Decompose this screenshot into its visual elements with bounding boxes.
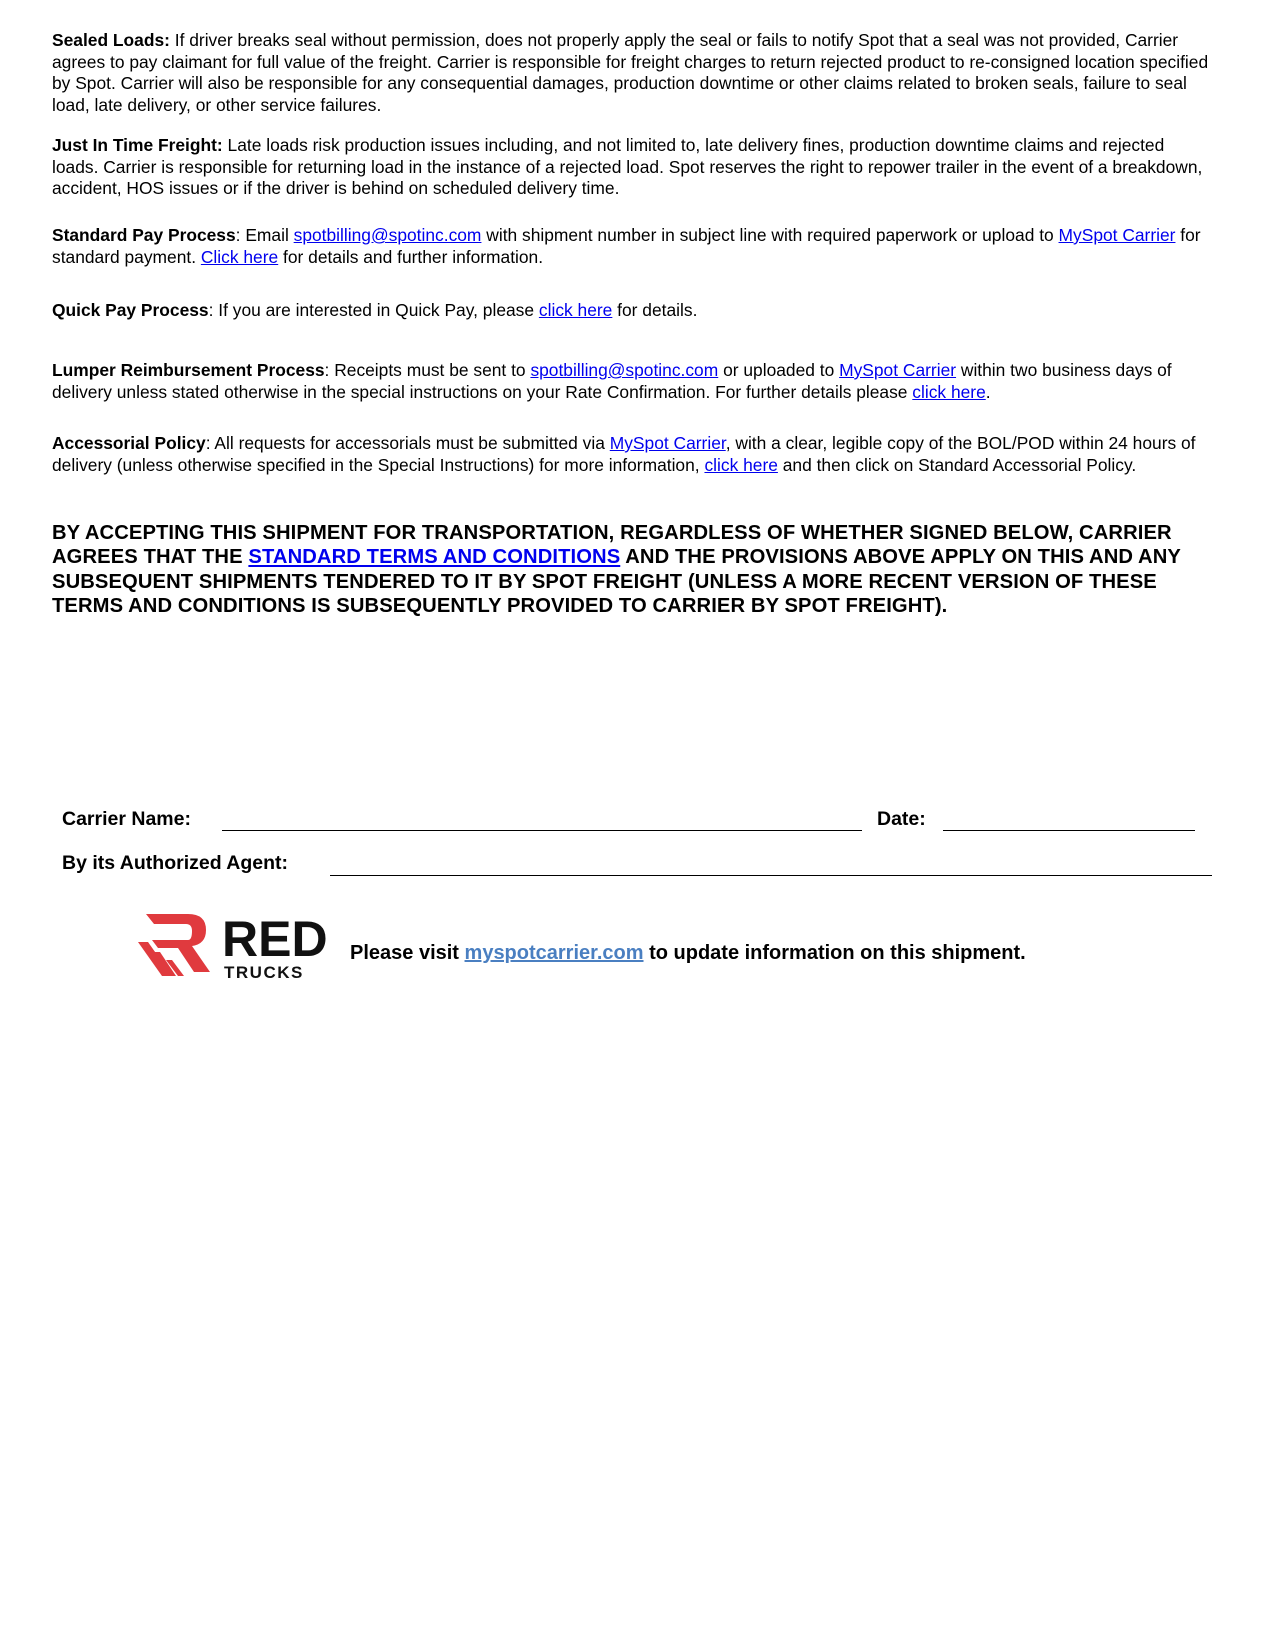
accessorial-myspot-link[interactable]: MySpot Carrier (609, 433, 726, 453)
authorized-agent-label: By its Authorized Agent: (62, 852, 289, 874)
standard-pay-paragraph (52, 225, 1212, 268)
agreement-text: BY ACCEPTING THIS SHIPMENT FOR TRANSPORTATION, REGARDLESS OF WHETHER SIGNED BELOW, CARRIER AGREES THAT THE (52, 522, 1172, 569)
standard-pay-heading: Standard Pay Process (52, 225, 236, 245)
quick-pay-heading: Quick Pay Process (52, 300, 209, 320)
lumper-email-link[interactable]: spotbilling@spotinc.com (530, 360, 719, 380)
myspotcarrier-link[interactable]: myspotcarrier.com (464, 942, 644, 964)
accessorial-click-here-link[interactable]: click here (704, 454, 778, 475)
lumper-text: : Receipts must be sent to (324, 360, 531, 380)
standard-terms-link[interactable]: STANDARD TERMS AND CONDITIONS (248, 546, 621, 569)
date-line[interactable] (943, 830, 1195, 831)
red-trucks-logo-mark (138, 912, 332, 982)
visit-text: Please visit (350, 942, 465, 964)
standard-pay-text: for standard payment. (52, 225, 1201, 267)
sealed-loads-paragraph (52, 30, 1212, 116)
just-in-time-text: Late loads risk production issues including, and not limited to, late delivery fines, production downtime claims and rejected loads. Carrier is responsible for returning load in the instance of a rejected load. Spot reserves the right to repower trailer in the event of a breakdown, accident, HOS issues or if the driver is behind on scheduled delivery time. (52, 135, 1203, 198)
standard-pay-text: : Email (235, 225, 294, 245)
carrier-name-label: Carrier Name: (62, 808, 191, 830)
accessorial-heading: Accessorial Policy (52, 433, 206, 453)
authorized-agent-line[interactable] (330, 875, 1212, 876)
date-label: Date: (877, 808, 926, 830)
standard-pay-click-here-link[interactable]: Click here (200, 246, 279, 267)
accessorial-text: and then click on Standard Accessorial Policy. (777, 454, 1137, 475)
quick-pay-text: : If you are interested in Quick Pay, please (208, 300, 539, 320)
standard-pay-text: with shipment number in subject line with required paperwork or upload to (481, 225, 1059, 245)
accessorial-text: : All requests for accessorials must be submitted via (205, 433, 610, 453)
visit-message (350, 942, 1026, 965)
sealed-loads-text: If driver breaks seal without permission, does not properly apply the seal or fails to notify Spot that a seal was not provided, Carrier agrees to pay claimant for full value of the freight. Carrier is responsible for freight charges to return rejected product to re-consigned location specified by Spot. Carrier will also be responsible for any consequential damages, production downtime or other claims related to broken seals, failure to seal load, late delivery, or other service failures. (52, 30, 1209, 115)
accessorial-paragraph (52, 433, 1212, 476)
visit-text: to update information on this shipment. (643, 942, 1026, 964)
red-trucks-logo (138, 912, 332, 982)
sealed-loads-heading: Sealed Loads: (52, 30, 170, 50)
accessorial-text: , with a clear, legible copy of the BOL/POD within 24 hours of delivery (unless otherwise specified in the Special Instructions) for more information, (52, 433, 1196, 475)
lumper-text: . (985, 381, 991, 402)
quick-pay-text: for details. (612, 300, 698, 320)
logo-word-trucks: TRUCKS (224, 963, 304, 982)
lumper-heading: Lumper Reimbursement Process (52, 360, 325, 380)
agreement-statement (52, 521, 1212, 618)
lumper-click-here-link[interactable]: click here (912, 381, 986, 402)
standard-pay-myspot-link[interactable]: MySpot Carrier (1058, 225, 1176, 245)
standard-pay-email-link[interactable]: spotbilling@spotinc.com (293, 225, 482, 245)
agreement-text: AND THE PROVISIONS ABOVE APPLY ON THIS AND ANY SUBSEQUENT SHIPMENTS TENDERED TO IT BY SPOT FREIGHT (UNLESS A MORE RECENT VERSION OF THESE TERMS AND CONDITIONS IS SUBSEQUENTLY PROVIDED TO CARRIER BY SPOT FREIGHT). (52, 546, 1181, 617)
lumper-myspot-link[interactable]: MySpot Carrier (839, 360, 957, 380)
quick-pay-click-here-link[interactable]: click here (538, 300, 613, 320)
logo-word-red: RED (222, 912, 328, 967)
just-in-time-heading: Just In Time Freight: (52, 135, 223, 155)
carrier-name-line[interactable] (222, 830, 862, 831)
lumper-text: within two business days of delivery unless stated otherwise in the special instructions on your Rate Confirmation. For further details please (52, 360, 1172, 402)
lumper-text: or uploaded to (718, 360, 840, 380)
just-in-time-paragraph (52, 135, 1212, 200)
standard-pay-text: for details and further information. (278, 246, 544, 267)
lumper-paragraph (52, 360, 1212, 403)
quick-pay-paragraph (52, 300, 697, 322)
